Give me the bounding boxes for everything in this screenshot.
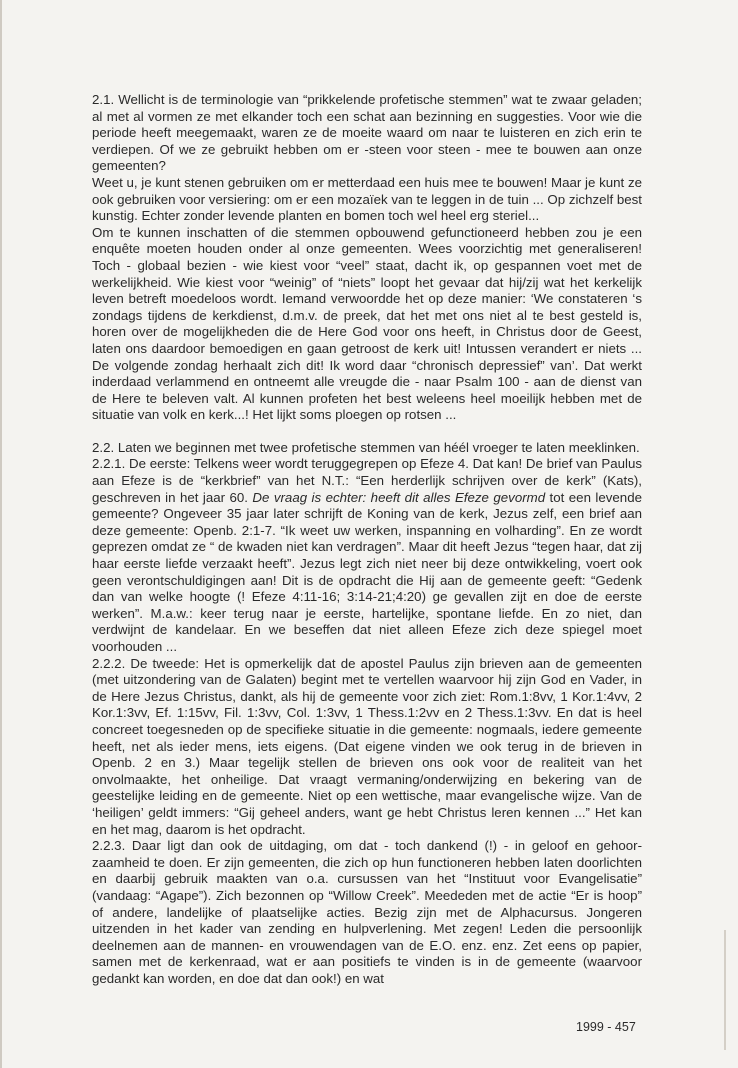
paragraph-2-2-1: [92, 456, 642, 655]
paragraph-2-2: 2.2. Laten we beginnen met twee profetische stemmen van héél vroeger te laten meeklinken.: [92, 439, 640, 455]
paragraph-inschatten: Om te kunnen inschatten of die stemmen opbouwend gefunctioneerd hebben zou je een enquête moeten houden onder al onze gemeenten. Wees voorzichtig met generaliseren! Toch - globaal bezien - wie kiest voor “veel” staat, dacht ik, op gespannen voet met de werkelijkheid. Wie kiest voor “weinig” of “niets” loopt het gevaar dat hij/zij wat het kerkelijk leven betreft moedeloos wordt. Iemand verwoordde het op deze manier: ‘We constateren ‘s zondags tijdens de kerkdienst, d.m.v. de preek, dat het met ons niet al te best gesteld is, horen over de mogelijkheden die de Here God voor ons heeft, in Christus door de Geest, laten ons daardoor bemoedigen en gaan getroost de kerk uit! Intussen verandert er niets ... De volgende zondag herhaalt zich dit! Ik word daar “chronisch depressief” van’. Dat werkt inderdaad verlammend en ontneemt alle vreugde die - naar Psalm 100 - aan de dienst van de Here te beleven valt. Al kunnen profeten het best weleens heel moeilijk hebben met de situatie van volk en kerk...! Het lijkt soms ploegen op rotsen ...: [92, 224, 642, 423]
page-number: 1999 - 457: [576, 1020, 636, 1034]
paragraph-2-2-1-end: tot een levende gemeente? Ongeveer 35 jaar later schrijft de Koning van de kerk, Jezus zelf, een brief aan deze gemeente: Openb. 2:1-7. “Ik weet uw werken, inspanning en volharding”. En ze wordt geprezen omdat ze “ de kwaden niet kan verdragen”. Maar dit heeft Jezus “tegen haar, dat zij haar eerste liefde verzaakt heeft”. Jezus legt zich niet neer bij deze ontwikkeling, voert ook geen verontschuldigingen aan! Dit is de opdracht die Hij aan de gemeente geeft: “Gedenk dan van welke hoogte (! Efeze 4:11-16; 3:14-21;4:20) ge gevallen zijt en doe de eerste werken”. M.a.w.: keer terug naar je eerste, hartelijke, spontane liefde. En zo niet, dan verdwijnt de kandelaar. En we beseffen dat niet alleen Efeze zich deze spiegel moet voorhouden ...: [92, 489, 642, 654]
paragraph-2-2-2: 2.2.2. De tweede: Het is opmerkelijk dat de apostel Paulus zijn brieven aan de gemeenten (met uitzondering van de Galaten) begint met te vertellen waarvoor hij zijn God en Vader, in de Here Jezus Christus, dankt, als hij de gemeente voor zich ziet: Rom.1:8vv, 1 Kor.1:4vv, 2 Kor.1:3vv, Ef. 1:15vv, Fil. 1:3vv, Col. 1:3vv, 1 Thess.1:2vv en 2 Thess.1:3vv. En dat is heel concreet toegesneden op de specifieke situatie in die gemeente: nogmaals, iedere gemeente heeft, net als ieder mens, iets eigens. (Dat eigene vinden we ook terug in de brieven in Openb. 2 en 3.) Maar tegelijk stellen de brieven ons ook voor de realiteit van het onvolmaakte, het onheilige. Dat vraagt vermaning/onderwijzing en bekering van de geestelijke leiding en de gemeente. Niet op een wettische, maar evangelische wijze. Van de ‘heiligen’ geldt immers: “Gij geheel anders, want ge hebt Christus leren kennen ...” Het kan en het mag, daarom is het opdracht.: [92, 655, 642, 837]
page-edge-mark: [724, 930, 726, 1050]
text-column: [92, 92, 642, 987]
paragraph-stones: Weet u, je kunt stenen gebruiken om er metterdaad een huis mee te bouwen! Maar je kunt ze ook gebruiken voor versiering: om er een mozaïek van te leggen in de tuin ... Op zichzelf best kunstig. Echter zonder levende planten en bomen toch wel heel erg steriel...: [92, 174, 642, 224]
paragraph-2-2-1-italic: De vraag is echter: heeft dit alles Efeze gevormd: [252, 489, 546, 505]
paragraph-2-2-1-start: 2.2.1. De eerste: Telkens weer wordt teruggegrepen op Efeze 4. Dat kan! De brief van Paulus aan Efeze is de “kerkbrief” van het N.T.: “Een herderlijk schrijven over de kerk” (Kats), geschreven in het jaar 60.: [92, 456, 642, 505]
paragraph-2-2-3: 2.2.3. Daar ligt dan ook de uitdaging, om dat - toch dankend (!) - in geloof en gehoorzaamheid te doen. Er zijn gemeenten, die zich op hun functioneren hebben laten doorlichten en daarbij gebruik maakten van o.a. cursussen van het “Instituut voor Evangelisatie” (vandaag: “Agape”). Zich bezonnen op “Willow Creek”. Meededen met de actie “Er is hoop” of andere, landelijke of plaatselijke acties. Bezig zijn met de Alphacursus. Jongeren uitzenden in het kader van zending en hulpverlening. Met zegen! Leden die persoonlijk deelnemen aan de mannen- en vrouwendagen van de E.O. enz. enz. Zet eens op papier, samen met de kerkenraad, wat er aan positiefs te vinden is in de gemeente (waarvoor gedankt kan worden, en doe dat dan ook!) en wat: [92, 838, 642, 986]
paragraph-gap: [92, 424, 642, 440]
paragraph-2-1: 2.1. Wellicht is de terminologie van “prikkelende profetische stemmen” wat te zwaar geladen; al met al vormen ze met elkander toch een schat aan bezinning en suggesties. Voor wie die periode heeft meegemaakt, waren ze de moeite waard om naar te luisteren en zich erin te verdiepen. Of we ze gebruikt hebben om er -steen voor steen - mee te bouwen aan onze gemeenten?: [92, 92, 642, 174]
